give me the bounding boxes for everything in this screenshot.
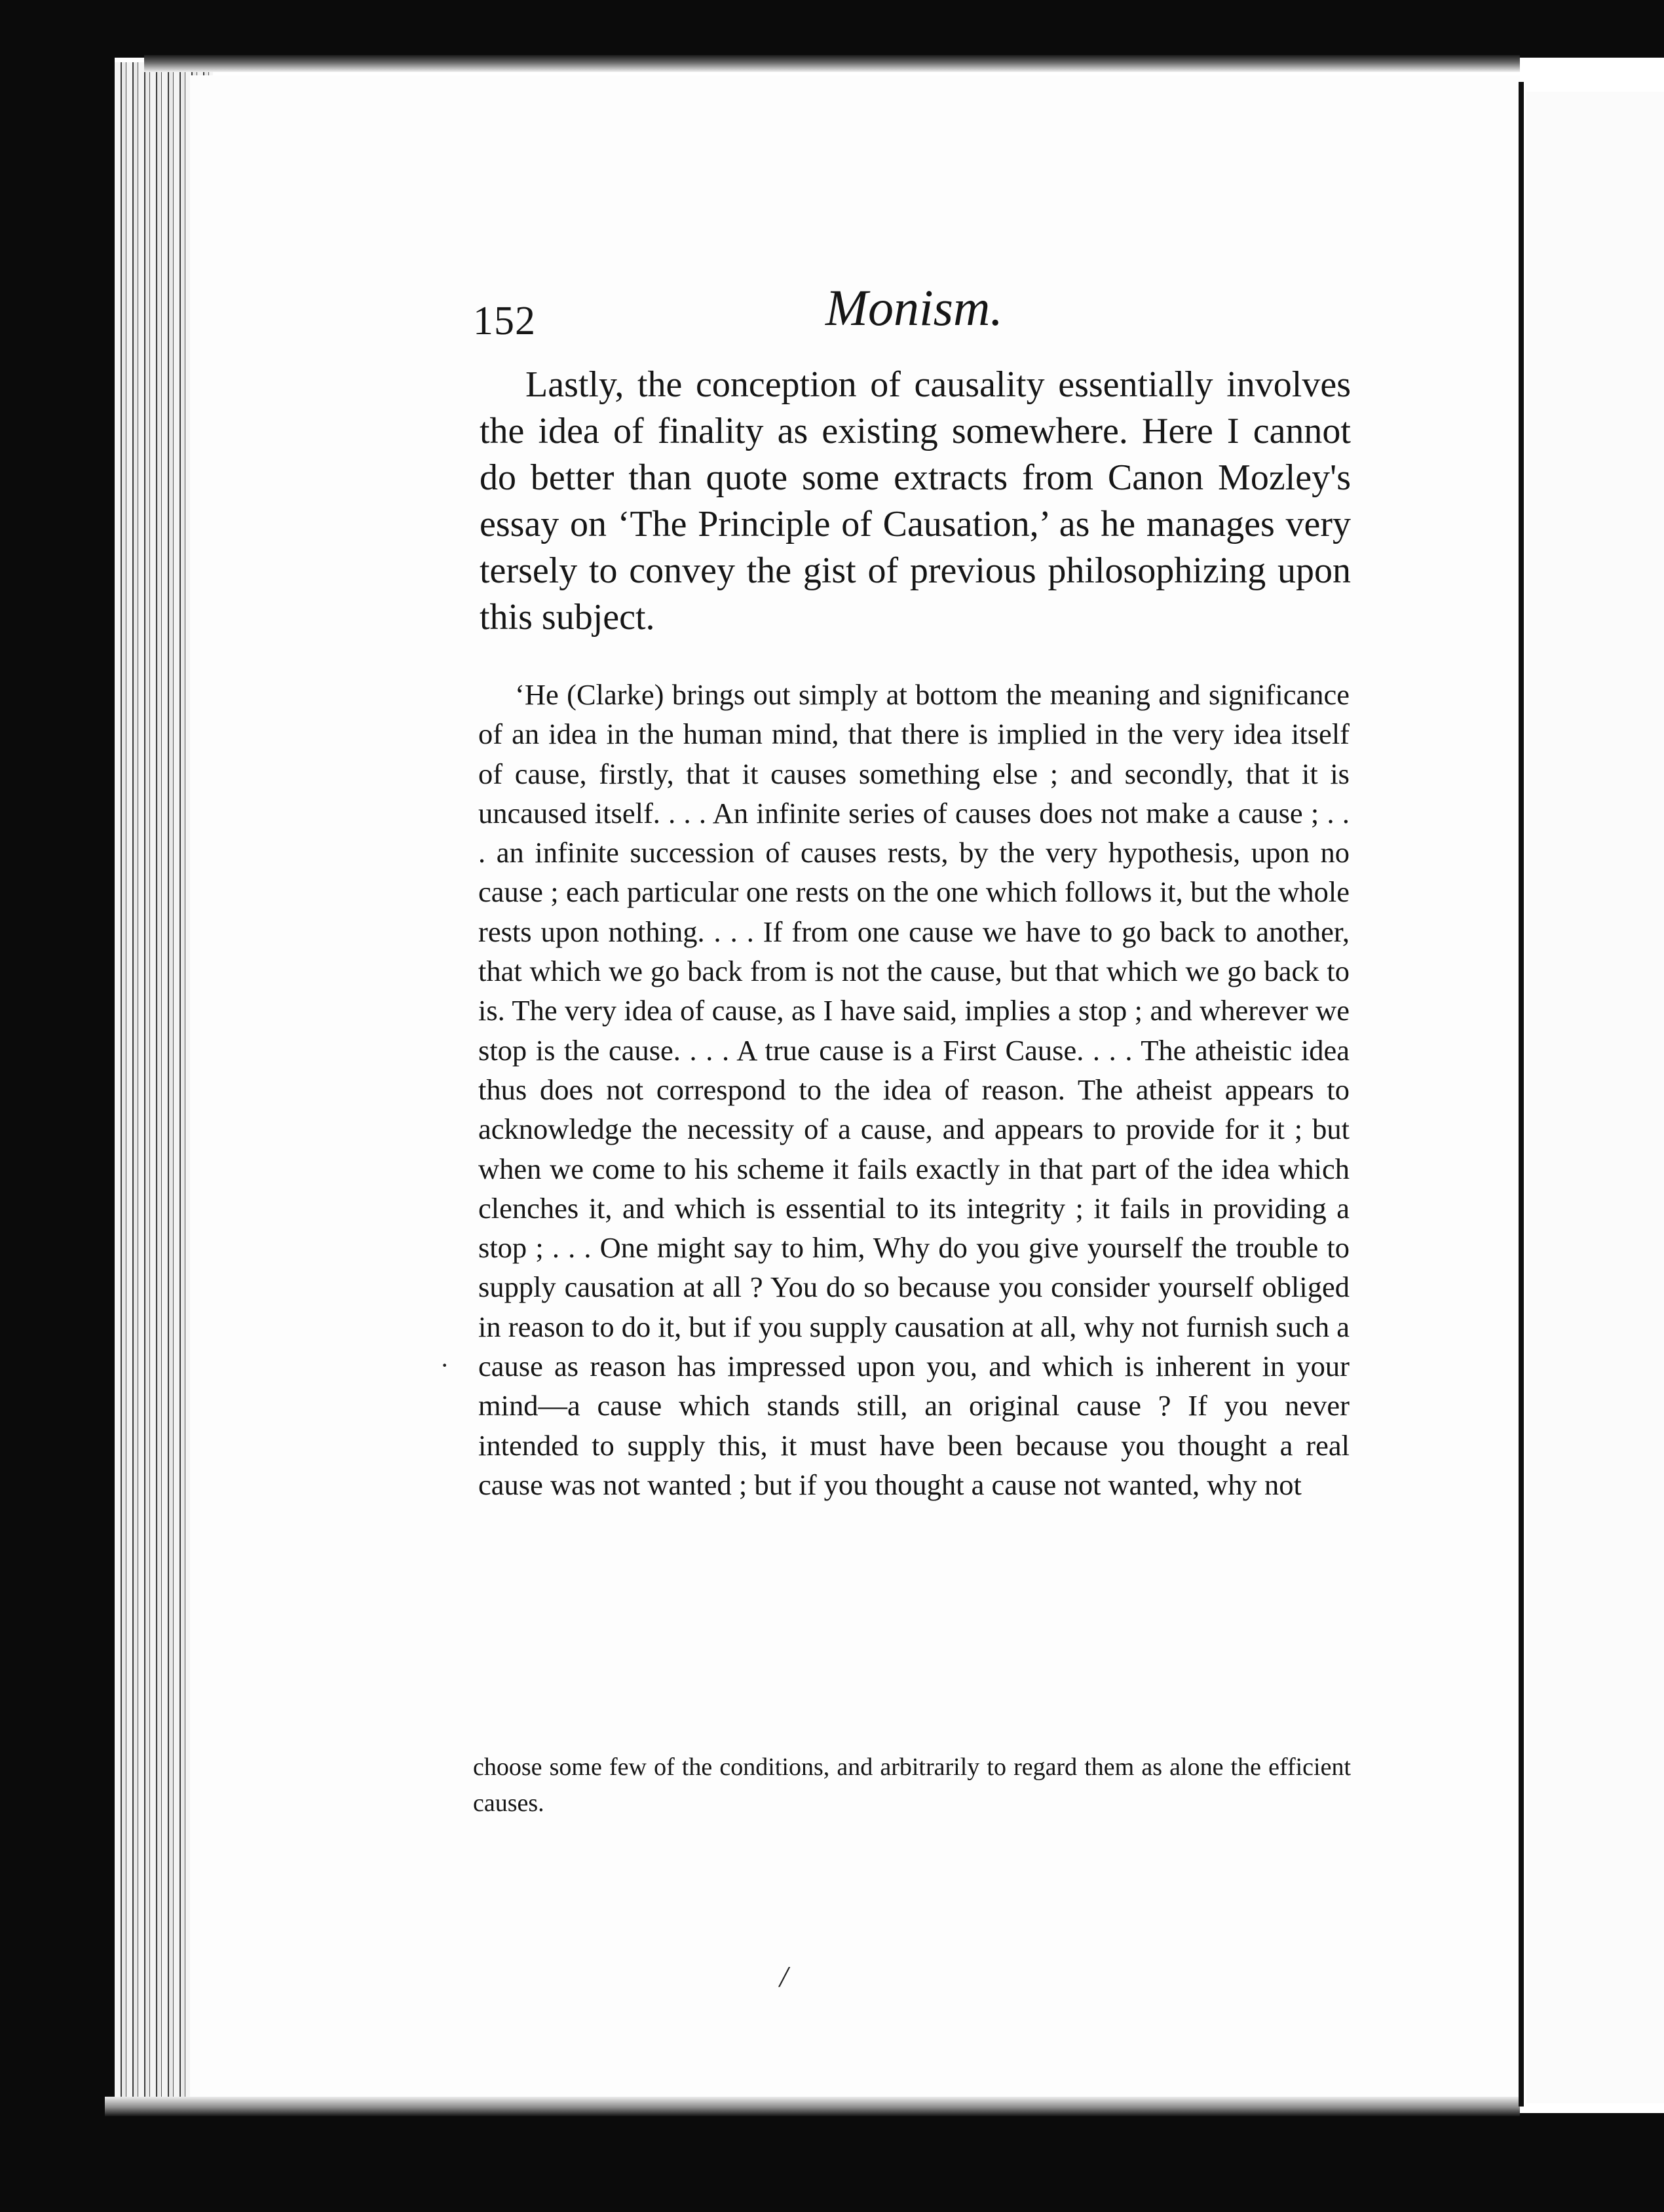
stray-dot-mark: · [440,1350,449,1380]
page-top-edge [144,55,1520,72]
running-title: Monism. [825,279,1003,336]
scan-border-left [0,0,115,2212]
facing-page-edge [1526,92,1664,2103]
quotation-paragraph: ‘He (Clarke) brings out simply at bottom the meaning and significance of an idea in the human mind, that there is implied in the very idea itself of cause, firstly, that it causes something else ; and secondly, that it is uncaused itself. . . . An infinite series of causes does not make a cause ; . . . an infinite succession of causes rests, by the very hypothesis, upon no cause ; each particular one rests on the one which follows it, but the whole rests upon nothing. . . . If from one cause we have to go back to another, that which we go back from is not the cause, but that which we go back to is. The very idea of cause, as I have said, implies a stop ; and wherever we stop is the cause. . . . A true cause is a First Cause. . . . The atheistic idea thus does not correspond to the idea of reason. The atheist appears to acknowledge the necessity of a cause, and appears to provide for it ; but when we come to his scheme it fails exactly in that part of the idea which clenches it, and which is essential to its integrity ; it fails in providing a stop ; . . . One might say to him, Why do you give yourself the trouble to supply causation at all ? You do so because you consider yourself obliged in reason to do it, but if you supply causation at all, why not furnish such a cause as reason has impressed upon you, and which is inherent in your mind—a cause which stands still, an original cause ? If you never intended to supply this, it must have been because you thought a real cause was not wanted ; but if you thought a cause not wanted, why not [478,678,1350,1501]
stray-slash-mark: / [780,1960,788,1993]
footnote-text: choose some few of the conditions, and arbitrarily to regard them as alone the efficient causes. [473,1753,1351,1817]
scan-border-bottom [0,2113,1664,2212]
scan-border-top [0,0,1664,58]
page-bottom-edge [105,2097,1520,2116]
page-header [473,278,1351,351]
page-number: 152 [473,299,536,343]
lead-paragraph: Lastly, the conception of causality essentially involves the idea of finality as existing somewhere. Here I cannot do better than quote some extracts from Canon Mozley's essay on ‘The Principle of Causation,’ as he manages very tersely to convey the gist of previous philosophizing upon this subject. [480,364,1351,638]
book-gutter [1519,82,1524,2107]
